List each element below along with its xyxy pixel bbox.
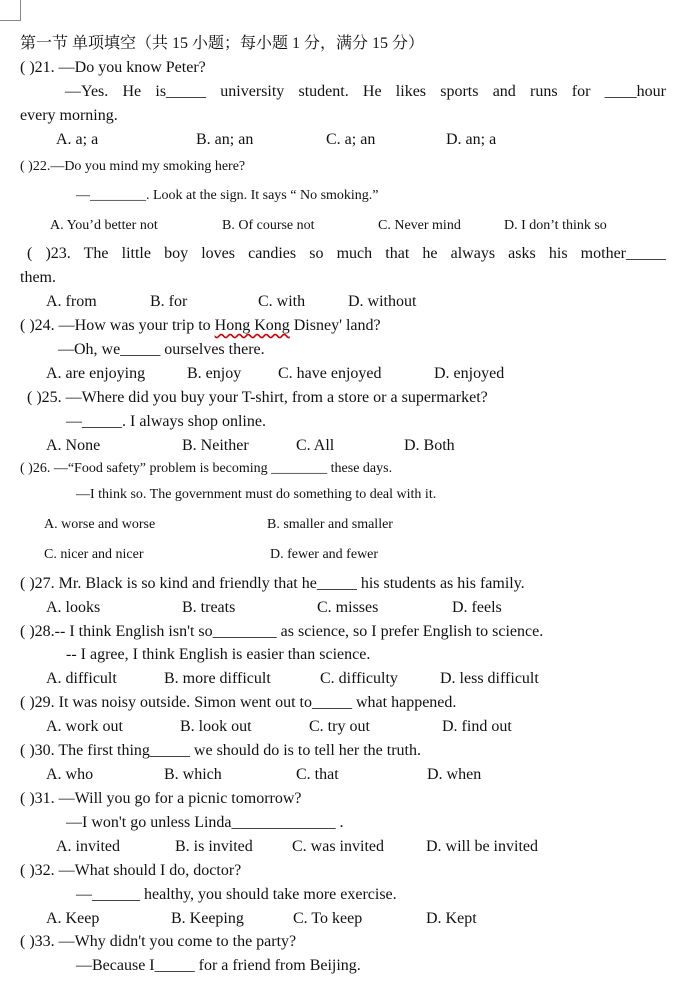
question-23-option-b: B. for: [150, 293, 188, 310]
question-27-option-b: B. treats: [182, 599, 236, 616]
question-33-stem: ( )33. —Why didn't you come to the party?: [20, 933, 297, 950]
section-header: 第一节 单项填空（共 15 小题；每小题 1 分，满分 15 分）: [20, 35, 425, 52]
question-26-stem: ( )26. —“Food safety” problem is becoming ________ these days.: [20, 461, 393, 476]
question-32-stem: ( )32. —What should I do, doctor?: [20, 862, 242, 879]
question-33-line2: —Because I_____ for a friend from Beijing.: [76, 957, 361, 974]
question-25-option-b: B. Neither: [182, 437, 249, 454]
question-28-option-a: A. difficult: [46, 670, 117, 687]
question-31-line2: —I won't go unless Linda_____________ .: [66, 814, 344, 831]
question-24-stem-wavy: Hong Kong: [214, 317, 290, 334]
question-22-option-d: D. I don’t think so: [504, 218, 607, 233]
question-25-option-d: D. Both: [404, 437, 455, 454]
question-23-option-d: D. without: [348, 293, 417, 310]
question-26-option-b: B. smaller and smaller: [267, 517, 393, 532]
question-32-option-d: D. Kept: [426, 910, 477, 927]
question-30-stem: ( )30. The first thing_____ we should do is to tell her the truth.: [20, 742, 421, 759]
question-27-stem: ( )27. Mr. Black is so kind and friendly that he_____ his students as his family.: [20, 575, 525, 592]
question-31-option-b: B. is invited: [175, 838, 253, 855]
question-28-stem: ( )28.-- I think English isn't so________ as science, so I prefer English to science.: [20, 623, 544, 640]
question-31-option-c: C. was invited: [292, 838, 384, 855]
question-22-option-b: B. Of course not: [222, 218, 315, 233]
question-29-option-d: D. find out: [442, 718, 512, 735]
question-26-option-d: D. fewer and fewer: [270, 547, 379, 562]
question-29-option-c: C. try out: [309, 718, 370, 735]
question-32-line2: —______ healthy, you should take more exercise.: [76, 886, 397, 903]
question-26-line2: —I think so. The government must do something to deal with it.: [76, 487, 437, 502]
question-30-option-c: C. that: [296, 766, 339, 783]
question-24-stem-a: ( )24. —How was your trip to: [20, 317, 215, 334]
question-27-option-c: C. misses: [317, 599, 379, 616]
question-30-option-a: A. who: [46, 766, 94, 783]
question-24-line2: —Oh, we_____ ourselves there.: [58, 341, 265, 358]
question-32-option-c: C. To keep: [293, 910, 363, 927]
question-27-option-a: A. looks: [46, 599, 101, 616]
question-24-option-a: A. are enjoying: [46, 365, 146, 382]
question-26-option-a: A. worse and worse: [44, 517, 156, 532]
question-21-option-a: A. a; a: [56, 131, 99, 148]
question-24-stem-b: Disney' land?: [289, 317, 381, 334]
question-28-line2: -- I agree, I think English is easier than science.: [66, 646, 371, 663]
question-23-option-c: C. with: [258, 293, 306, 310]
question-29-option-a: A. work out: [46, 718, 123, 735]
question-21-option-d: D. an; a: [446, 131, 497, 148]
question-31-option-d: D. will be invited: [426, 838, 538, 855]
question-24-option-b: B. enjoy: [187, 365, 242, 382]
question-21-option-c: C. a; an: [326, 131, 376, 148]
question-25-option-c: C. All: [296, 437, 335, 454]
question-22-option-a: A. You’d better not: [50, 218, 158, 233]
question-31-option-a: A. invited: [56, 838, 120, 855]
question-22-option-c: C. Never mind: [378, 218, 461, 233]
question-27-option-d: D. feels: [452, 599, 502, 616]
question-28-option-c: C. difficulty: [320, 670, 398, 687]
question-29-stem: ( )29. It was noisy outside. Simon went out to_____ what happened.: [20, 694, 457, 711]
question-25-option-a: A. None: [46, 437, 101, 454]
question-23-option-a: A. from: [46, 293, 97, 310]
question-24-stem: [20, 318, 381, 334]
question-22-stem: ( )22.—Do you mind my smoking here?: [20, 159, 246, 174]
question-32-option-b: B. Keeping: [171, 910, 244, 927]
question-31-stem: ( )31. —Will you go for a picnic tomorrow?: [20, 790, 302, 807]
question-24-option-d: D. enjoyed: [434, 365, 505, 382]
question-24-option-c: C. have enjoyed: [278, 365, 382, 382]
question-23-stem: ( )23. The little boy loves candies so much that he always asks his mother_____: [27, 245, 666, 262]
question-28-option-d: D. less difficult: [440, 670, 539, 687]
question-22-line2: —________. Look at the sign. It says “ No smoking.”: [76, 188, 379, 203]
question-29-option-b: B. look out: [180, 718, 252, 735]
question-21-line2: —Yes. He is_____ university student. He likes sports and runs for ____hour: [65, 83, 666, 100]
question-21-line3: every morning.: [20, 107, 118, 124]
question-28-option-b: B. more difficult: [164, 670, 271, 687]
question-26-option-c: C. nicer and nicer: [44, 547, 144, 562]
question-32-option-a: A. Keep: [46, 910, 100, 927]
question-25-line2: —_____. I always shop online.: [66, 413, 266, 430]
question-23-line2: them.: [20, 269, 56, 286]
question-21-stem: ( )21. —Do you know Peter?: [20, 59, 206, 76]
question-21-option-b: B. an; an: [196, 131, 254, 148]
question-25-stem: ( )25. —Where did you buy your T-shirt, from a store or a supermarket?: [27, 389, 488, 406]
question-30-option-d: D. when: [427, 766, 482, 783]
question-30-option-b: B. which: [164, 766, 222, 783]
